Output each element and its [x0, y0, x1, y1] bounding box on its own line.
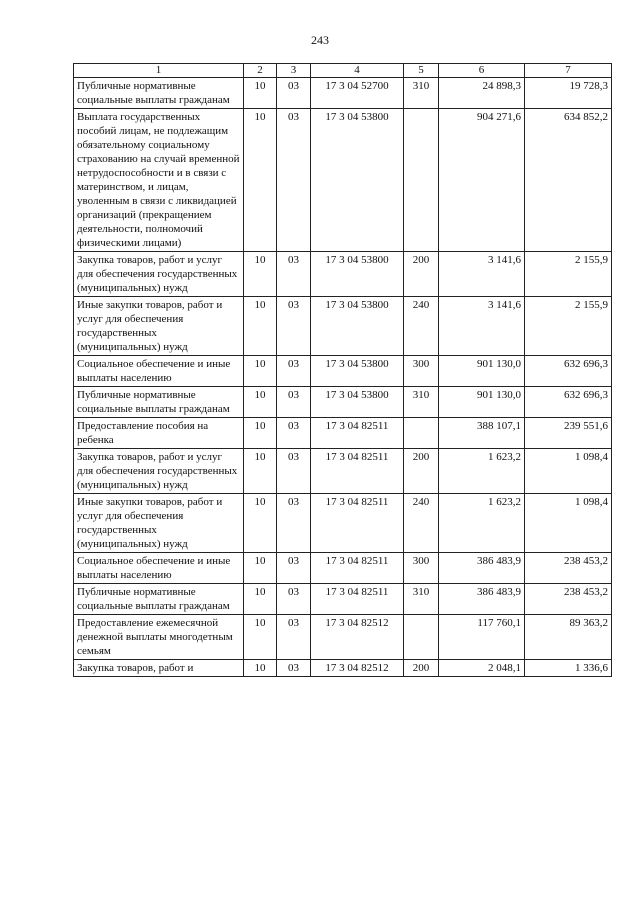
row-subsection: 03 — [277, 356, 311, 387]
row-name: Закупка товаров, работ и услуг для обеспечения государственных (муниципальных) нужд — [74, 252, 244, 297]
row-target-code: 17 3 04 53800 — [311, 109, 404, 252]
row-amount-1: 24 898,3 — [439, 78, 525, 109]
row-amount-2: 19 728,3 — [525, 78, 612, 109]
row-subsection: 03 — [277, 584, 311, 615]
row-amount-2: 2 155,9 — [525, 252, 612, 297]
row-section: 10 — [244, 418, 277, 449]
row-target-code: 17 3 04 82511 — [311, 553, 404, 584]
row-target-code: 17 3 04 82511 — [311, 449, 404, 494]
row-name: Предоставление ежемесячной денежной выплаты многодетным семьям — [74, 615, 244, 660]
row-target-code: 17 3 04 53800 — [311, 297, 404, 356]
row-section: 10 — [244, 553, 277, 584]
row-expense-type: 240 — [404, 297, 439, 356]
row-name: Предоставление пособия на ребенка — [74, 418, 244, 449]
header-col-5: 5 — [404, 64, 439, 78]
table-row — [74, 387, 612, 418]
table-row — [74, 615, 612, 660]
row-amount-2: 238 453,2 — [525, 553, 612, 584]
row-name: Публичные нормативные социальные выплаты гражданам — [74, 387, 244, 418]
row-name: Закупка товаров, работ и услуг для обеспечения государственных (муниципальных) нужд — [74, 449, 244, 494]
header-col-7: 7 — [525, 64, 612, 78]
header-col-3: 3 — [277, 64, 311, 78]
table-row — [74, 109, 612, 252]
row-section: 10 — [244, 615, 277, 660]
row-subsection: 03 — [277, 615, 311, 660]
row-name: Социальное обеспечение и иные выплаты населению — [74, 553, 244, 584]
table-row — [74, 660, 612, 677]
row-section: 10 — [244, 252, 277, 297]
row-amount-1: 904 271,6 — [439, 109, 525, 252]
row-amount-1: 901 130,0 — [439, 387, 525, 418]
row-amount-2: 1 098,4 — [525, 494, 612, 553]
row-amount-2: 634 852,2 — [525, 109, 612, 252]
row-amount-2: 89 363,2 — [525, 615, 612, 660]
row-subsection: 03 — [277, 78, 311, 109]
table-body — [74, 78, 612, 677]
row-expense-type: 200 — [404, 660, 439, 677]
row-amount-1: 901 130,0 — [439, 356, 525, 387]
header-col-6: 6 — [439, 64, 525, 78]
table-row — [74, 553, 612, 584]
row-section: 10 — [244, 584, 277, 615]
page-number: 243 — [311, 33, 329, 47]
row-section: 10 — [244, 387, 277, 418]
row-target-code: 17 3 04 53800 — [311, 387, 404, 418]
row-target-code: 17 3 04 82511 — [311, 584, 404, 615]
table-header — [74, 64, 612, 78]
row-target-code: 17 3 04 82512 — [311, 660, 404, 677]
row-target-code: 17 3 04 82512 — [311, 615, 404, 660]
row-subsection: 03 — [277, 660, 311, 677]
row-amount-2: 632 696,3 — [525, 387, 612, 418]
row-amount-2: 632 696,3 — [525, 356, 612, 387]
row-expense-type — [404, 418, 439, 449]
row-target-code: 17 3 04 52700 — [311, 78, 404, 109]
header-col-1: 1 — [74, 64, 244, 78]
row-expense-type: 200 — [404, 252, 439, 297]
row-target-code: 17 3 04 82511 — [311, 418, 404, 449]
table-row — [74, 449, 612, 494]
row-amount-2: 238 453,2 — [525, 584, 612, 615]
row-subsection: 03 — [277, 252, 311, 297]
table-row — [74, 78, 612, 109]
row-section: 10 — [244, 356, 277, 387]
table-row — [74, 297, 612, 356]
row-expense-type: 200 — [404, 449, 439, 494]
table-row — [74, 418, 612, 449]
row-expense-type: 310 — [404, 78, 439, 109]
row-amount-1: 1 623,2 — [439, 449, 525, 494]
row-subsection: 03 — [277, 387, 311, 418]
header-col-2: 2 — [244, 64, 277, 78]
row-section: 10 — [244, 297, 277, 356]
row-amount-1: 386 483,9 — [439, 553, 525, 584]
row-amount-2: 239 551,6 — [525, 418, 612, 449]
row-section: 10 — [244, 109, 277, 252]
row-section: 10 — [244, 78, 277, 109]
row-name: Закупка товаров, работ и — [74, 660, 244, 677]
row-section: 10 — [244, 660, 277, 677]
row-amount-2: 1 336,6 — [525, 660, 612, 677]
row-name: Социальное обеспечение и иные выплаты населению — [74, 356, 244, 387]
row-amount-1: 3 141,6 — [439, 297, 525, 356]
row-target-code: 17 3 04 82511 — [311, 494, 404, 553]
row-name: Публичные нормативные социальные выплаты гражданам — [74, 78, 244, 109]
row-subsection: 03 — [277, 418, 311, 449]
row-expense-type: 240 — [404, 494, 439, 553]
row-subsection: 03 — [277, 297, 311, 356]
row-expense-type: 310 — [404, 584, 439, 615]
row-amount-1: 2 048,1 — [439, 660, 525, 677]
row-target-code: 17 3 04 53800 — [311, 252, 404, 297]
row-expense-type — [404, 109, 439, 252]
table-row — [74, 356, 612, 387]
row-expense-type — [404, 615, 439, 660]
row-section: 10 — [244, 449, 277, 494]
row-section: 10 — [244, 494, 277, 553]
row-amount-2: 2 155,9 — [525, 297, 612, 356]
row-amount-1: 388 107,1 — [439, 418, 525, 449]
row-name: Иные закупки товаров, работ и услуг для обеспечения государственных (муниципальных) нужд — [74, 297, 244, 356]
row-subsection: 03 — [277, 109, 311, 252]
row-name: Выплата государственных пособий лицам, не подлежащим обязательному социальному страхованию на случай временной нетрудоспособности и в связи с материнством, и лицам, уволенным в связи с ликвидацией организаций (прекращением деятельности, полномочий физическими лицами) — [74, 109, 244, 252]
header-row — [74, 64, 612, 78]
table-row — [74, 494, 612, 553]
row-subsection: 03 — [277, 494, 311, 553]
row-amount-1: 3 141,6 — [439, 252, 525, 297]
budget-table — [73, 63, 612, 677]
table-row — [74, 584, 612, 615]
row-amount-1: 117 760,1 — [439, 615, 525, 660]
row-amount-1: 386 483,9 — [439, 584, 525, 615]
row-expense-type: 310 — [404, 387, 439, 418]
row-amount-1: 1 623,2 — [439, 494, 525, 553]
row-name: Публичные нормативные социальные выплаты гражданам — [74, 584, 244, 615]
table-row — [74, 252, 612, 297]
row-name: Иные закупки товаров, работ и услуг для обеспечения государственных (муниципальных) нужд — [74, 494, 244, 553]
row-expense-type: 300 — [404, 356, 439, 387]
row-target-code: 17 3 04 53800 — [311, 356, 404, 387]
row-subsection: 03 — [277, 553, 311, 584]
row-expense-type: 300 — [404, 553, 439, 584]
header-col-4: 4 — [311, 64, 404, 78]
row-subsection: 03 — [277, 449, 311, 494]
row-amount-2: 1 098,4 — [525, 449, 612, 494]
